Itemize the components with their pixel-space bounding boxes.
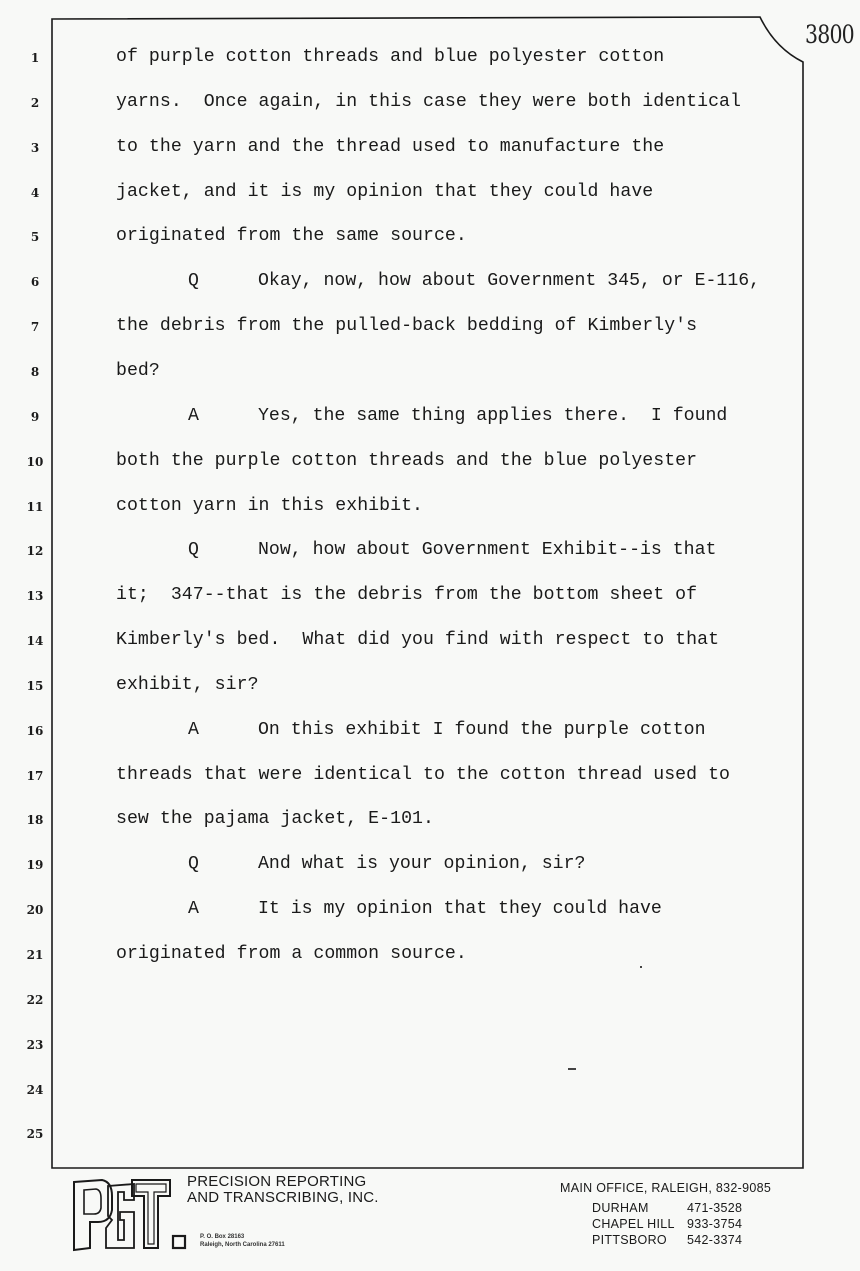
line-number: 14 <box>26 634 44 649</box>
line-number: 3 <box>30 140 40 155</box>
office-phone: 471-3528 <box>687 1201 743 1215</box>
line-number: 21 <box>26 948 44 962</box>
line-text: cotton yarn in this exhibit. <box>116 495 423 516</box>
line-text: bed? <box>116 360 160 381</box>
line-number: 11 <box>26 499 44 514</box>
line-number: 15 <box>26 678 44 693</box>
company-name <box>187 1174 379 1206</box>
page-number: 3800 <box>805 20 854 49</box>
line-text: to the yarn and the thread used to manufacture the <box>116 136 665 157</box>
line-text: It is my opinion that they could have <box>258 899 662 920</box>
speaker-label: Q <box>188 540 199 561</box>
line-text: Now, how about Government Exhibit--is that <box>258 540 717 561</box>
line-text: Kimberly's bed. What did you find with respect to that <box>116 630 720 651</box>
line-text: it; 347--that is the debris from the bottom sheet of <box>116 585 698 606</box>
line-text: sew the pajama jacket, E-101. <box>116 809 434 830</box>
company-address <box>200 1233 285 1249</box>
line-number: 5 <box>30 230 40 245</box>
office-city: DURHAM <box>592 1201 649 1215</box>
line-number: 19 <box>26 858 44 873</box>
office-city: PITTSBORO <box>592 1233 667 1247</box>
company-logo <box>72 1176 188 1254</box>
line-text: yarns. Once again, in this case they were both identical <box>116 91 741 112</box>
line-text: both the purple cotton threads and the blue polyester <box>116 450 698 471</box>
scan-speck <box>640 966 642 968</box>
line-number: 7 <box>30 320 40 335</box>
line-number: 10 <box>26 454 44 469</box>
line-number: 22 <box>26 992 44 1007</box>
main-office-phone: MAIN OFFICE, RALEIGH, 832-9085 <box>560 1181 772 1195</box>
speaker-label: A <box>188 405 199 426</box>
line-number: 18 <box>26 813 44 828</box>
line-number: 9 <box>30 409 40 424</box>
line-text: originated from the same source. <box>116 226 467 247</box>
line-number: 20 <box>26 903 44 918</box>
line-number: 13 <box>26 589 44 604</box>
line-number: 23 <box>26 1037 44 1052</box>
line-number: 8 <box>30 364 40 379</box>
speaker-label: Q <box>188 854 199 875</box>
line-number: 24 <box>26 1082 44 1097</box>
scan-speck <box>568 1068 576 1070</box>
speaker-label: Q <box>188 271 199 292</box>
line-number: 2 <box>30 95 40 110</box>
line-number: 25 <box>26 1127 44 1142</box>
line-text: Yes, the same thing applies there. I found <box>258 405 728 426</box>
line-number: 16 <box>26 723 44 738</box>
line-text: originated from a common source. <box>116 944 467 964</box>
office-phone: 933-3754 <box>687 1217 743 1231</box>
line-text: the debris from the pulled-back bedding of Kimberly's <box>116 316 698 337</box>
address-line1: P. O. Box 28163 <box>200 1234 245 1240</box>
line-text: And what is your opinion, sir? <box>258 854 586 875</box>
line-text: of purple cotton threads and blue polyester cotton <box>116 47 665 67</box>
line-number: 4 <box>30 185 40 200</box>
line-text: threads that were identical to the cotton thread used to <box>116 764 730 785</box>
company-name-line2: AND TRANSCRIBING, INC. <box>187 1189 379 1206</box>
speaker-label: A <box>188 719 199 740</box>
line-text: On this exhibit I found the purple cotton <box>258 719 706 740</box>
company-name-line1: PRECISION REPORTING <box>187 1173 367 1190</box>
line-number: 17 <box>26 768 44 783</box>
line-number: 6 <box>30 275 40 290</box>
line-text: exhibit, sir? <box>116 674 259 695</box>
line-number: 1 <box>30 51 40 65</box>
address-line2: Raleigh, North Carolina 27611 <box>200 1242 285 1248</box>
line-text: Okay, now, how about Government 345, or E-116, <box>258 271 761 292</box>
office-phone: 542-3374 <box>687 1233 743 1247</box>
line-number: 12 <box>26 544 44 559</box>
office-city: CHAPEL HILL <box>592 1217 675 1231</box>
speaker-label: A <box>188 899 199 920</box>
line-text: jacket, and it is my opinion that they could have <box>116 181 654 202</box>
